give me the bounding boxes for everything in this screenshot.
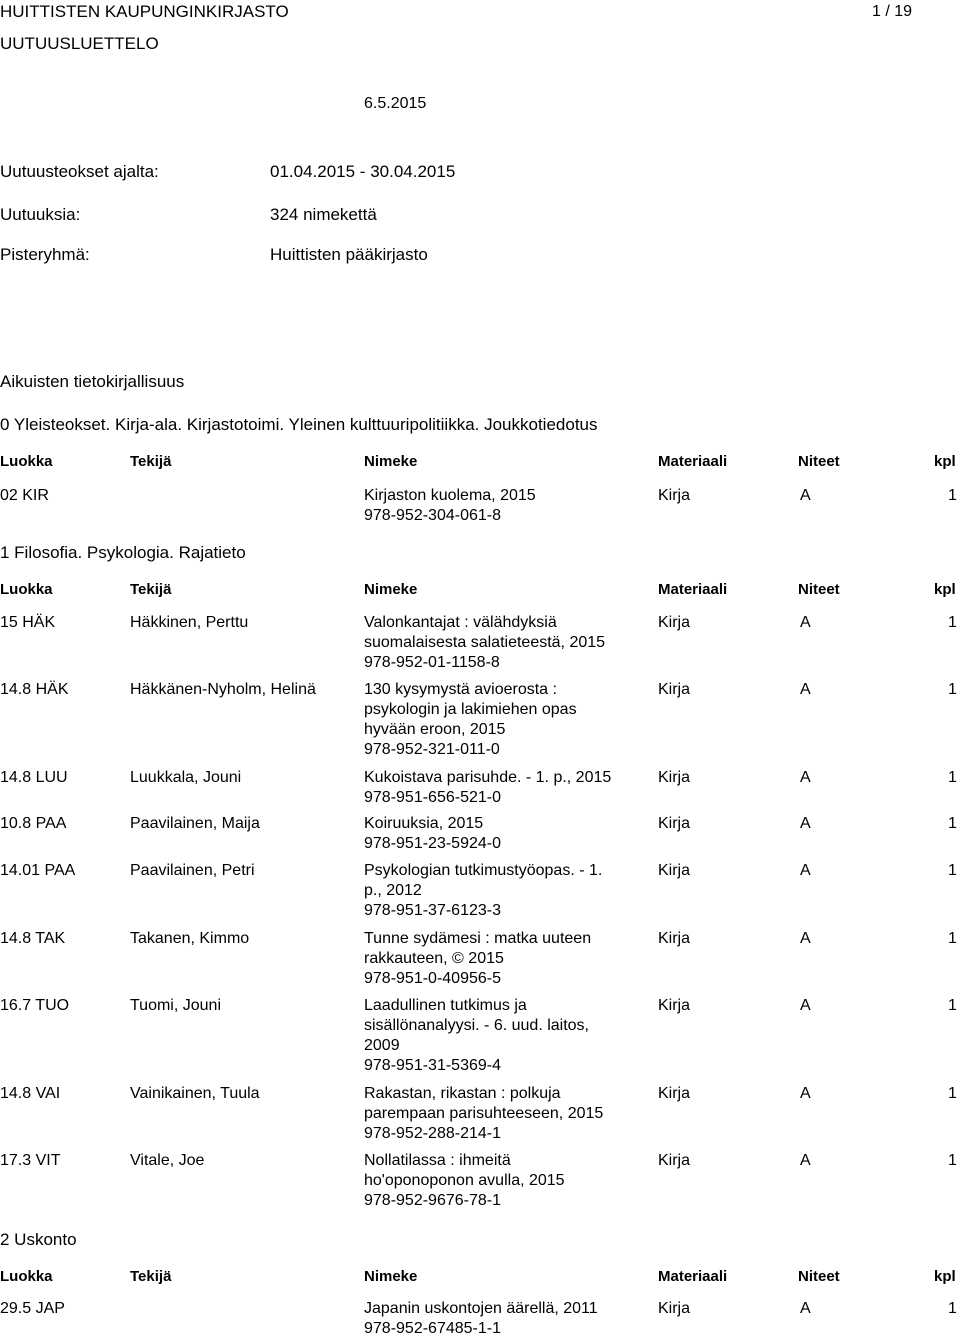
row-title — [364, 768, 626, 808]
col-materiaali: Materiaali — [658, 453, 728, 470]
row-niteet: A — [800, 769, 811, 786]
row-materiaali: Kirja — [658, 614, 691, 631]
title-line: psykologin ja lakimiehen opas — [364, 701, 577, 718]
isbn: 978-951-23-5924-0 — [364, 835, 501, 852]
report-date: 6.5.2015 — [364, 95, 427, 112]
row-niteet: A — [800, 487, 811, 504]
table-header — [0, 580, 960, 600]
row-luokka: 10.8 PAA — [0, 815, 67, 832]
isbn: 978-951-37-6123-3 — [364, 902, 501, 919]
row-niteet: A — [800, 1152, 811, 1169]
col-kpl: kpl — [934, 581, 956, 598]
col-niteet: Niteet — [798, 1268, 840, 1285]
row-materiaali: Kirja — [658, 930, 691, 947]
row-materiaali: Kirja — [658, 862, 691, 879]
title-line: ho'oponoponon avulla, 2015 — [364, 1172, 565, 1189]
isbn: 978-951-656-521-0 — [364, 789, 501, 806]
title-line: suomalaisesta salatieteestä, 2015 — [364, 634, 606, 651]
row-title — [364, 1299, 626, 1339]
isbn: 978-952-9676-78-1 — [364, 1192, 501, 1209]
row-kpl: 1 — [948, 769, 957, 786]
row-title — [364, 680, 626, 760]
title-line: Psykologian tutkimustyöopas. - 1. — [364, 862, 603, 879]
row-tekija: Häkkinen, Perttu — [130, 614, 249, 631]
title-line: Kirjaston kuolema, 2015 — [364, 487, 536, 504]
page-number: 1 / 19 — [872, 3, 913, 20]
title-line: p., 2012 — [364, 882, 422, 899]
isbn: 978-952-01-1158-8 — [364, 654, 500, 671]
row-title — [364, 486, 626, 526]
table-header — [0, 1267, 960, 1287]
row-title — [364, 1084, 626, 1144]
title-line: Koiruuksia, 2015 — [364, 815, 484, 832]
isbn: 978-952-304-061-8 — [364, 507, 501, 524]
title-line: 2009 — [364, 1037, 400, 1054]
row-title — [364, 814, 626, 854]
row-luokka: 14.8 VAI — [0, 1085, 61, 1102]
col-nimeke: Nimeke — [364, 453, 418, 470]
title-line: hyvään eroon, 2015 — [364, 721, 506, 738]
col-materiaali: Materiaali — [658, 581, 728, 598]
row-tekija: Tuomi, Jouni — [130, 997, 221, 1014]
row-materiaali: Kirja — [658, 1085, 691, 1102]
row-tekija: Takanen, Kimmo — [130, 930, 250, 947]
col-tekija: Tekijä — [130, 581, 172, 598]
row-kpl: 1 — [948, 1085, 957, 1102]
row-title — [364, 1151, 626, 1211]
col-nimeke: Nimeke — [364, 1268, 418, 1285]
isbn: 978-952-288-214-1 — [364, 1125, 501, 1142]
row-niteet: A — [800, 997, 811, 1014]
title-line: Nollatilassa : ihmeitä — [364, 1152, 511, 1169]
row-luokka: 15 HÄK — [0, 614, 56, 631]
col-luokka: Luokka — [0, 453, 53, 470]
row-title — [364, 613, 626, 673]
title-line: Tunne sydämesi : matka uuteen — [364, 930, 592, 947]
col-tekija: Tekijä — [130, 1268, 172, 1285]
row-tekija: Paavilainen, Maija — [130, 815, 260, 832]
period-value: 01.04.2015 - 30.04.2015 — [270, 162, 456, 181]
title-line: Rakastan, rikastan : polkuja — [364, 1085, 561, 1102]
isbn: 978-952-67485-1-1 — [364, 1320, 501, 1337]
row-materiaali: Kirja — [658, 681, 691, 698]
row-luokka: 14.01 PAA — [0, 862, 76, 879]
row-niteet: A — [800, 815, 811, 832]
row-title — [364, 929, 626, 989]
count-value: 324 nimekettä — [270, 205, 377, 224]
row-kpl: 1 — [948, 1152, 957, 1169]
row-materiaali: Kirja — [658, 769, 691, 786]
isbn: 978-951-0-40956-5 — [364, 970, 501, 987]
section-title: 2 Uskonto — [0, 1230, 77, 1249]
col-kpl: kpl — [934, 1268, 956, 1285]
row-title — [364, 996, 626, 1076]
title-line: Kukoistava parisuhde. - 1. p., 2015 — [364, 769, 612, 786]
col-kpl: kpl — [934, 453, 956, 470]
col-luokka: Luokka — [0, 1268, 53, 1285]
group-label: Pisteryhmä: — [0, 245, 90, 264]
isbn: 978-951-31-5369-4 — [364, 1057, 501, 1074]
count-label: Uutuuksia: — [0, 205, 81, 224]
row-materiaali: Kirja — [658, 997, 691, 1014]
col-niteet: Niteet — [798, 581, 840, 598]
row-luokka: 14.8 HÄK — [0, 681, 69, 698]
row-tekija: Vitale, Joe — [130, 1152, 205, 1169]
row-luokka: 17.3 VIT — [0, 1152, 61, 1169]
row-materiaali: Kirja — [658, 487, 691, 504]
row-kpl: 1 — [948, 614, 957, 631]
row-kpl: 1 — [948, 681, 957, 698]
row-kpl: 1 — [948, 930, 957, 947]
col-materiaali: Materiaali — [658, 1268, 728, 1285]
table-header — [0, 452, 960, 472]
row-kpl: 1 — [948, 487, 957, 504]
isbn: 978-952-321-011-0 — [364, 741, 500, 758]
row-niteet: A — [800, 862, 811, 879]
row-luokka: 02 KIR — [0, 487, 49, 504]
row-niteet: A — [800, 614, 811, 631]
row-materiaali: Kirja — [658, 815, 691, 832]
row-luokka: 14.8 LUU — [0, 769, 68, 786]
row-kpl: 1 — [948, 1300, 957, 1317]
document-title: UUTUUSLUETTELO — [0, 34, 159, 53]
title-line: rakkauteen, © 2015 — [364, 950, 504, 967]
group-value: Huittisten pääkirjasto — [270, 245, 428, 264]
title-line: Japanin uskontojen äärellä, 2011 — [364, 1300, 598, 1317]
library-name: HUITTISTEN KAUPUNGINKIRJASTO — [0, 2, 289, 21]
row-tekija: Häkkänen-Nyholm, Helinä — [130, 681, 316, 698]
row-materiaali: Kirja — [658, 1152, 691, 1169]
title-line: sisällönanalyysi. - 6. uud. laitos, — [364, 1017, 589, 1034]
title-line: parempaan parisuhteeseen, 2015 — [364, 1105, 604, 1122]
col-tekija: Tekijä — [130, 453, 172, 470]
col-niteet: Niteet — [798, 453, 840, 470]
title-line: 130 kysymystä avioerosta : — [364, 681, 557, 698]
row-luokka: 29.5 JAP — [0, 1300, 65, 1317]
col-nimeke: Nimeke — [364, 581, 418, 598]
row-luokka: 16.7 TUO — [0, 997, 70, 1014]
row-kpl: 1 — [948, 862, 957, 879]
col-luokka: Luokka — [0, 581, 53, 598]
title-line: Laadullinen tutkimus ja — [364, 997, 527, 1014]
row-kpl: 1 — [948, 997, 957, 1014]
row-niteet: A — [800, 1085, 811, 1102]
row-title — [364, 861, 626, 921]
row-tekija: Paavilainen, Petri — [130, 862, 255, 879]
section-title: 1 Filosofia. Psykologia. Rajatieto — [0, 543, 246, 562]
row-niteet: A — [800, 1300, 811, 1317]
period-label: Uutuusteokset ajalta: — [0, 162, 159, 181]
row-niteet: A — [800, 681, 811, 698]
row-luokka: 14.8 TAK — [0, 930, 66, 947]
category-heading: Aikuisten tietokirjallisuus — [0, 372, 185, 391]
row-tekija: Luukkala, Jouni — [130, 769, 242, 786]
title-line: Valonkantajat : välähdyksiä — [364, 614, 557, 631]
row-materiaali: Kirja — [658, 1300, 691, 1317]
section-title: 0 Yleisteokset. Kirja-ala. Kirjastotoimi. Yleinen kulttuuripolitiikka. Joukkotiedotus — [0, 415, 598, 434]
row-kpl: 1 — [948, 815, 957, 832]
row-tekija: Vainikainen, Tuula — [130, 1085, 260, 1102]
row-niteet: A — [800, 930, 811, 947]
